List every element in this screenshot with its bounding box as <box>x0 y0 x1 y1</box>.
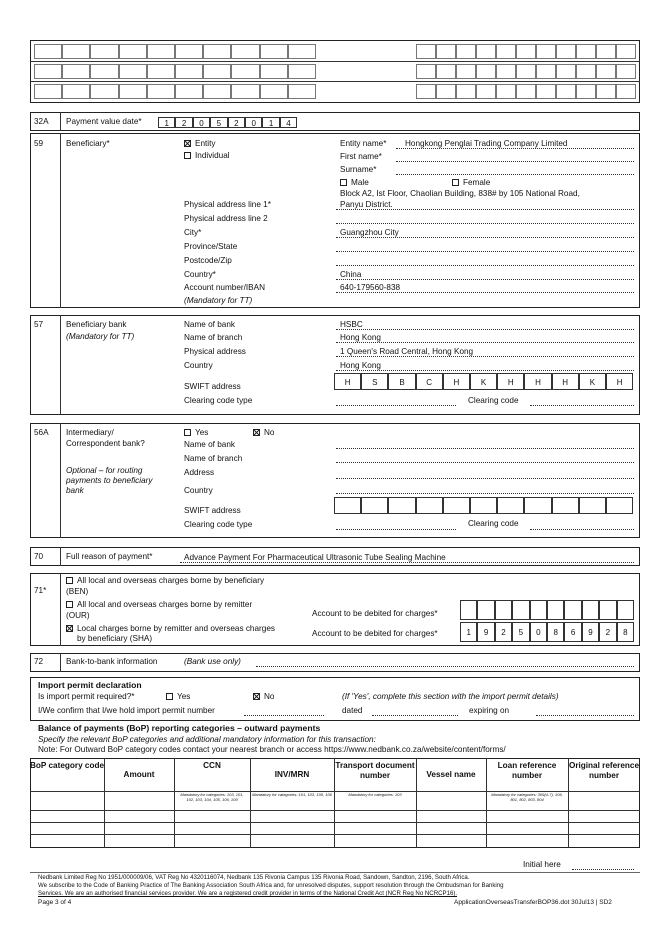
empty-box[interactable] <box>260 64 288 79</box>
empty-box[interactable] <box>556 44 576 59</box>
swift-box[interactable] <box>606 497 633 514</box>
empty-box[interactable] <box>436 64 456 79</box>
table-cell[interactable] <box>568 810 640 822</box>
field-label: SWIFT address <box>184 506 241 515</box>
ben-checkbox[interactable]: All local and overseas charges borne by beneficiary <box>66 576 264 585</box>
field-label: Account number/IBAN <box>184 283 266 292</box>
column-header: CCN <box>203 761 221 770</box>
empty-box[interactable] <box>231 84 259 99</box>
account-charges-label-our: Account to be debited for charges* <box>312 609 438 618</box>
swift-char[interactable]: H <box>524 373 551 390</box>
table-cell[interactable] <box>416 834 486 848</box>
intermediary-no-checkbox[interactable]: No <box>253 428 274 437</box>
account-digit[interactable]: 6 <box>564 622 581 642</box>
checkbox-icon <box>184 429 191 436</box>
column-header: Original reference number <box>568 761 640 780</box>
checkbox-icon <box>184 152 191 159</box>
swift-box[interactable] <box>334 497 361 514</box>
bop-title: Balance of payments (BoP) reporting categories – outward payments <box>38 723 321 733</box>
city-value[interactable]: Guangzhou City <box>340 228 399 237</box>
date-digit[interactable]: 0 <box>193 117 210 128</box>
swift-char[interactable]: K <box>470 373 497 390</box>
swift-box[interactable] <box>524 497 551 514</box>
bank-address-value[interactable]: 1 Queen's Road Central, Hong Kong <box>340 347 474 356</box>
empty-box[interactable] <box>288 44 316 59</box>
empty-box[interactable] <box>231 64 259 79</box>
empty-box[interactable] <box>416 64 436 79</box>
empty-box[interactable] <box>576 64 596 79</box>
intermediary-yes-checkbox[interactable]: Yes <box>184 428 208 437</box>
empty-box[interactable] <box>576 44 596 59</box>
empty-box[interactable] <box>260 84 288 99</box>
table-cell[interactable] <box>486 834 568 848</box>
empty-box[interactable] <box>596 64 616 79</box>
swift-char[interactable]: C <box>416 373 443 390</box>
account-value[interactable]: 640-179560-838 <box>340 283 401 292</box>
field-label: Country <box>184 486 213 495</box>
country-value[interactable]: China <box>340 270 362 279</box>
empty-box[interactable] <box>476 64 496 79</box>
table-cell[interactable] <box>30 791 104 810</box>
empty-box[interactable] <box>416 44 436 59</box>
table-cell[interactable] <box>30 810 104 822</box>
section-32a-number: 32A <box>34 117 49 126</box>
table-cell[interactable] <box>174 822 250 834</box>
footer-line-1: Nedbank Limited Reg No 1951/000009/06, VAT Reg No 4320116074, Nedbank 135 Rivonia Campus 135 Rivonia Road, Sandown, Sandton, 2196, South Africa. <box>38 874 470 881</box>
account-charges-label-sha: Account to be debited for charges* <box>312 629 438 638</box>
section-72-number: 72 <box>34 657 44 666</box>
empty-box[interactable] <box>536 44 556 59</box>
bank-name-value[interactable]: HSBC <box>340 320 363 329</box>
table-cell[interactable] <box>486 810 568 822</box>
empty-box[interactable] <box>62 84 90 99</box>
empty-box[interactable] <box>456 44 476 59</box>
footer-line-3: Services. We are an authorised financial services provider. We are a registered credit provider in terms of the National Credit Act (NCR Reg No NCRCP16). <box>38 890 458 897</box>
account-digit[interactable]: 2 <box>599 622 616 642</box>
swift-char[interactable]: S <box>361 373 388 390</box>
swift-box[interactable] <box>361 497 388 514</box>
date-digit[interactable]: 1 <box>158 117 175 128</box>
empty-box[interactable] <box>119 44 147 59</box>
empty-box[interactable] <box>556 84 576 99</box>
empty-box[interactable] <box>147 44 175 59</box>
intermediary-clearing-code-label: Clearing code <box>468 519 519 528</box>
expiring-label: expiring on <box>469 706 510 715</box>
empty-box[interactable] <box>616 84 636 99</box>
empty-box[interactable] <box>34 84 62 99</box>
section-32a-label: Payment value date* <box>66 117 142 126</box>
our-checkbox[interactable]: All local and overseas charges borne by remitter <box>66 600 252 609</box>
account-digit[interactable]: 9 <box>582 622 599 642</box>
field-label: Country <box>184 361 213 370</box>
empty-box[interactable] <box>175 44 203 59</box>
table-cell[interactable] <box>416 810 486 822</box>
account-digit[interactable]: 8 <box>617 622 634 642</box>
payment-reason-value[interactable]: Advance Payment For Pharmaceutical Ultrasonic Tube Sealing Machine <box>184 553 446 562</box>
swift-box[interactable] <box>470 497 497 514</box>
swift-char[interactable]: H <box>497 373 524 390</box>
column-header: Vessel name <box>426 770 476 779</box>
entity-checkbox[interactable]: Entity <box>184 139 215 148</box>
empty-box[interactable] <box>496 44 516 59</box>
entity-name-value[interactable]: Hongkong Penglai Trading Company Limited <box>405 139 568 148</box>
swift-box[interactable] <box>579 497 606 514</box>
empty-box[interactable] <box>34 44 62 59</box>
entity-name-label: Entity name* <box>340 139 387 148</box>
field-label: Physical address line 1* <box>184 200 271 209</box>
account-box[interactable] <box>599 600 616 620</box>
section-56a-number: 56A <box>34 428 49 437</box>
account-box[interactable] <box>495 600 512 620</box>
empty-box[interactable] <box>476 84 496 99</box>
section-57-label: Beneficiary bank <box>66 320 127 329</box>
swift-char[interactable]: K <box>579 373 606 390</box>
empty-box[interactable] <box>90 44 118 59</box>
mandatory-note: Mandatory for categories: 103, 101, 102, 103, 104, 105, 106, 109 <box>180 792 244 802</box>
empty-box[interactable] <box>90 64 118 79</box>
forms-link[interactable]: https://www.nedbank.co.za/website/content/forms/ <box>324 745 506 754</box>
section-57-sublabel: (Mandatory for TT) <box>66 332 135 341</box>
empty-box[interactable] <box>456 64 476 79</box>
table-cell[interactable] <box>104 791 174 810</box>
empty-box[interactable] <box>147 84 175 99</box>
account-digit[interactable]: 2 <box>495 622 512 642</box>
table-cell[interactable] <box>30 822 104 834</box>
empty-box[interactable] <box>536 84 556 99</box>
empty-box[interactable] <box>119 64 147 79</box>
empty-box[interactable] <box>288 64 316 79</box>
section-56a-label-2: Correspondent bank? <box>66 439 145 448</box>
surname-label: Surname* <box>340 165 377 174</box>
account-box[interactable] <box>582 600 599 620</box>
import-permit-question: Is import permit required?* <box>38 692 135 701</box>
table-cell[interactable] <box>104 834 174 848</box>
table-cell[interactable] <box>334 791 416 810</box>
dated-label: dated <box>342 706 363 715</box>
date-digit[interactable]: 0 <box>245 117 262 128</box>
field-label: Name of bank <box>184 320 235 329</box>
swift-box[interactable] <box>443 497 470 514</box>
checked-icon <box>184 140 191 147</box>
checkbox-icon <box>66 601 73 608</box>
field-label: Country* <box>184 270 216 279</box>
our-code: (OUR) <box>66 611 90 620</box>
empty-box[interactable] <box>436 84 456 99</box>
address-line-1-value[interactable]: Block A2, Ist Floor, Chaolian Building, 838# by 105 National Road, <box>340 189 580 198</box>
swift-box[interactable] <box>497 497 524 514</box>
sha-code: by beneficiary (SHA) <box>77 634 153 643</box>
column-header: Transport document number <box>335 761 415 780</box>
account-box[interactable] <box>564 600 581 620</box>
table-cell[interactable] <box>250 791 334 810</box>
empty-box[interactable] <box>203 64 231 79</box>
date-digit[interactable]: 4 <box>280 117 297 128</box>
optional-note-3: bank <box>66 486 84 495</box>
checkbox-icon <box>340 179 347 186</box>
account-box[interactable] <box>547 600 564 620</box>
table-cell[interactable] <box>334 810 416 822</box>
field-label: Clearing code type <box>184 396 253 405</box>
import-yes-checkbox[interactable]: Yes <box>166 692 190 701</box>
column-header: Amount <box>123 770 155 779</box>
empty-box[interactable] <box>260 44 288 59</box>
table-cell[interactable] <box>104 822 174 834</box>
date-digit[interactable]: 2 <box>175 117 192 128</box>
checkbox-icon <box>452 179 459 186</box>
field-label: Physical address line 2 <box>184 214 268 223</box>
checked-icon <box>66 625 73 632</box>
field-label: Name of branch <box>184 454 243 463</box>
date-digit[interactable]: 5 <box>210 117 227 128</box>
field-label: City* <box>184 228 202 237</box>
field-label: Province/State <box>184 242 238 251</box>
table-cell[interactable] <box>174 834 250 848</box>
section-71-number: 71* <box>34 586 47 595</box>
empty-box[interactable] <box>231 44 259 59</box>
empty-box[interactable] <box>596 44 616 59</box>
empty-box[interactable] <box>147 64 175 79</box>
address-line-1-value-cont[interactable]: Panyu District. <box>340 200 393 209</box>
top-row-line <box>30 61 640 62</box>
ben-code: (BEN) <box>66 587 89 596</box>
column-header: Loan reference number <box>497 761 557 780</box>
account-box[interactable] <box>530 600 547 620</box>
sha-checkbox[interactable]: Local charges borne by remitter and overseas charges <box>66 624 275 633</box>
empty-box[interactable] <box>90 84 118 99</box>
checked-icon <box>253 693 260 700</box>
table-cell[interactable] <box>174 810 250 822</box>
table-cell[interactable] <box>334 834 416 848</box>
import-permit-title: Import permit declaration <box>38 680 142 690</box>
footer-line-2: We subscribe to the Code of Banking Practice of The Banking Association South Africa and, for unresolved disputes, support resolution through the Ombudsman for Banking <box>38 882 504 889</box>
bank-country-value[interactable]: Hong Kong <box>340 361 381 370</box>
table-cell[interactable] <box>104 810 174 822</box>
account-box[interactable] <box>477 600 494 620</box>
field-label: Name of bank <box>184 440 235 449</box>
page-number: Page 3 of 4 <box>38 899 72 906</box>
empty-box[interactable] <box>34 64 62 79</box>
date-digit[interactable]: 2 <box>228 117 245 128</box>
swift-char[interactable]: H <box>334 373 361 390</box>
empty-box[interactable] <box>536 64 556 79</box>
field-label: Clearing code type <box>184 520 253 529</box>
field-label: Name of branch <box>184 333 243 342</box>
empty-box[interactable] <box>62 64 90 79</box>
table-cell[interactable] <box>568 822 640 834</box>
account-box[interactable] <box>512 600 529 620</box>
mandatory-note: Mandatory for categories: 103 <box>348 792 402 797</box>
empty-box[interactable] <box>175 84 203 99</box>
import-confirm: I/We confirm that I/we hold import permit number <box>38 706 215 715</box>
column-header: INV/MRN <box>274 770 310 779</box>
female-checkbox[interactable]: Female <box>452 178 490 187</box>
empty-box[interactable] <box>516 64 536 79</box>
male-checkbox[interactable]: Male <box>340 178 369 187</box>
empty-box[interactable] <box>62 44 90 59</box>
field-label: Address <box>184 468 215 477</box>
section-59 <box>30 133 640 308</box>
top-row-line <box>30 81 640 82</box>
table-cell[interactable] <box>568 791 640 810</box>
swift-box[interactable] <box>388 497 415 514</box>
mandatory-note: Mandatory for categories: 101, 103, 105, 106 <box>252 792 332 797</box>
account-digit[interactable]: 8 <box>547 622 564 642</box>
empty-box[interactable] <box>456 84 476 99</box>
import-note: (If 'Yes', complete this section with the import permit details) <box>342 692 559 701</box>
bank-use-only: (Bank use only) <box>184 657 241 666</box>
empty-box[interactable] <box>476 44 496 59</box>
section-72-label: Bank-to-bank information <box>66 657 158 666</box>
account-box[interactable] <box>460 600 477 620</box>
section-57-number: 57 <box>34 320 44 329</box>
table-cell[interactable] <box>30 834 104 848</box>
empty-box[interactable] <box>576 84 596 99</box>
empty-box[interactable] <box>416 84 436 99</box>
date-digit[interactable]: 1 <box>262 117 279 128</box>
import-no-checkbox[interactable]: No <box>253 692 274 701</box>
section-56a-label: Intermediary/ <box>66 428 114 437</box>
field-label: Physical address <box>184 347 246 356</box>
checkbox-icon <box>166 693 173 700</box>
empty-box[interactable] <box>175 64 203 79</box>
empty-box[interactable] <box>496 64 516 79</box>
section-59-label: Beneficiary* <box>66 139 110 148</box>
mandatory-note: Mandatory for categories: 309(4-7), 106, 801, 802, 803, 804 <box>491 792 563 802</box>
checkbox-icon <box>66 577 73 584</box>
bop-note: Note: For Outward BoP category codes contact your nearest branch or access https://www.nedbank.co.za/website/content/forms/ <box>38 745 506 754</box>
table-cell[interactable] <box>250 834 334 848</box>
table-cell[interactable] <box>486 822 568 834</box>
empty-box[interactable] <box>516 84 536 99</box>
column-header: BoP category code <box>30 761 105 770</box>
empty-box[interactable] <box>288 84 316 99</box>
empty-box[interactable] <box>616 44 636 59</box>
empty-box[interactable] <box>556 64 576 79</box>
account-digit[interactable]: 5 <box>512 622 529 642</box>
table-cell[interactable] <box>416 791 486 810</box>
account-digit[interactable]: 0 <box>530 622 547 642</box>
optional-note-2: payments to beneficiary <box>66 476 153 485</box>
empty-box[interactable] <box>596 84 616 99</box>
mandatory-tt-note: (Mandatory for TT) <box>184 296 253 305</box>
table-cell[interactable] <box>250 822 334 834</box>
empty-box[interactable] <box>436 44 456 59</box>
clearing-code-label: Clearing code <box>468 396 519 405</box>
section-70-number: 70 <box>34 552 44 561</box>
table-cell[interactable] <box>486 791 568 810</box>
table-cell[interactable] <box>250 810 334 822</box>
swift-char[interactable]: H <box>552 373 579 390</box>
account-digit[interactable]: 9 <box>477 622 494 642</box>
empty-box[interactable] <box>119 84 147 99</box>
swift-box[interactable] <box>416 497 443 514</box>
account-digit[interactable]: 1 <box>460 622 477 642</box>
first-name-label: First name* <box>340 152 382 161</box>
checked-icon <box>253 429 260 436</box>
empty-box[interactable] <box>516 44 536 59</box>
initial-here-label: Initial here <box>523 860 561 869</box>
section-59-number: 59 <box>34 139 44 148</box>
branch-value[interactable]: Hong Kong <box>340 333 381 342</box>
swift-box[interactable] <box>552 497 579 514</box>
account-box[interactable] <box>617 600 634 620</box>
table-cell[interactable] <box>568 834 640 848</box>
optional-note: Optional – for routing <box>66 466 143 475</box>
empty-box[interactable] <box>496 84 516 99</box>
swift-char[interactable]: B <box>388 373 415 390</box>
document-reference: ApplicationOverseasTransferBOP36.dot 30Jul13 | SD2 <box>454 899 612 906</box>
swift-char[interactable]: H <box>606 373 633 390</box>
field-label: SWIFT address <box>184 382 241 391</box>
section-70-label: Full reason of payment* <box>66 552 153 561</box>
empty-box[interactable] <box>203 84 231 99</box>
swift-char[interactable]: H <box>443 373 470 390</box>
individual-checkbox[interactable]: Individual <box>184 151 230 160</box>
table-cell[interactable] <box>416 822 486 834</box>
table-cell[interactable] <box>174 791 250 810</box>
table-cell[interactable] <box>334 822 416 834</box>
empty-box[interactable] <box>616 64 636 79</box>
field-label: Postcode/Zip <box>184 256 232 265</box>
section-57 <box>30 315 640 415</box>
empty-box[interactable] <box>203 44 231 59</box>
bop-subtitle: Specify the relevant BoP categories and additional mandatory information for this transaction: <box>38 735 376 744</box>
